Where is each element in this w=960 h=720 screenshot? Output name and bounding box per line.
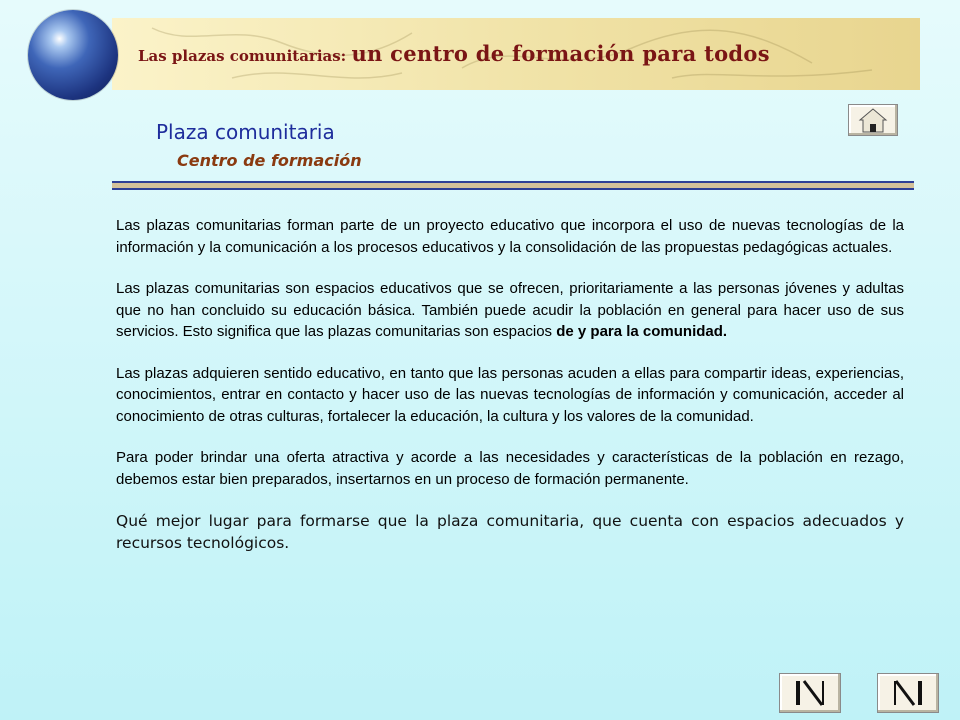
- last-page-button[interactable]: [877, 673, 939, 713]
- paragraph-1-text: Las plazas comunitarias forman parte de un proyecto educativo que incorpora el uso de nuevas tecnologías de la información y la comunicación a los procesos educativos y la consolidación de las propuestas pedagógicas actuales.: [116, 217, 904, 256]
- skip-to-end-icon: [878, 674, 938, 712]
- paragraph-2: [116, 278, 904, 343]
- paragraph-5: [116, 510, 904, 554]
- header-banner: [112, 18, 920, 90]
- home-button[interactable]: [848, 104, 898, 136]
- first-page-button[interactable]: [779, 673, 841, 713]
- page-title: Plaza comunitaria: [156, 120, 335, 144]
- paragraph-1: [116, 215, 904, 258]
- header-divider: [112, 181, 914, 190]
- globe-icon: [28, 10, 118, 100]
- paragraph-3: [116, 363, 904, 428]
- skip-to-start-icon: [780, 674, 840, 712]
- paragraph-4: [116, 447, 904, 490]
- banner-title-part2: un centro de formación para todos: [351, 41, 770, 66]
- banner-title: [138, 41, 770, 66]
- content-body: [116, 215, 904, 574]
- banner-title-part1: Las plazas comunitarias:: [138, 47, 352, 65]
- home-icon: [849, 105, 897, 135]
- paragraph-4-text: Para poder brindar una oferta atractiva y acorde a las necesidades y características de la población en rezago, debemos estar bien preparados, insertarnos en un proceso de formación permanente.: [116, 449, 904, 488]
- paragraph-2-text: Las plazas comunitarias son espacios educativos que se ofrecen, prioritariamente a las personas jóvenes y adultas que no han concluido su educación básica. También puede acudir la población en general para hacer uso de sus servicios. Esto significa que las plazas comunitarias son espacios: [116, 280, 904, 340]
- paragraph-3-text: Las plazas adquieren sentido educativo, en tanto que las personas acuden a ellas para compartir ideas, experiencias, conocimientos, entrar en contacto y hacer uso de las nuevas tecnologías de información y comunicación, acceder al conocimiento de otras culturas, fortalecer la educación, la cultura y los valores de la comunidad.: [116, 364, 904, 425]
- paragraph-2-bold: de y para la comunidad.: [556, 323, 728, 340]
- paragraph-5-text: Qué mejor lugar para formarse que la plaza comunitaria, que cuenta con espacios adecuados y recursos tecnológicos.: [116, 512, 904, 552]
- page-subtitle: Centro de formación: [177, 151, 362, 170]
